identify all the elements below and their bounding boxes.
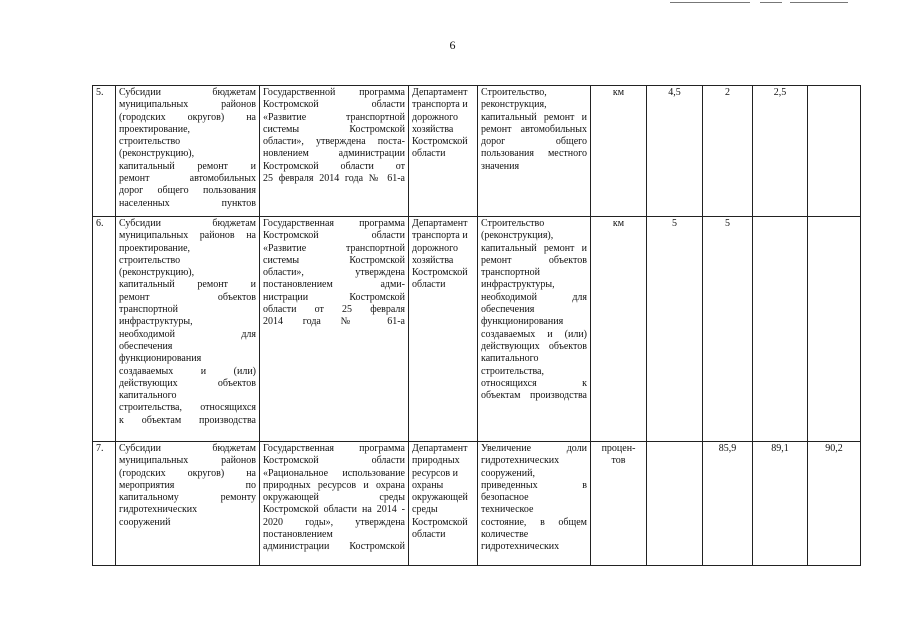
text-line: процен- [601,443,636,454]
text-line: капитального [481,353,539,365]
row-number: 7. [93,442,116,566]
text-line: пользования местного [481,148,587,160]
text-line: Государственная программа [263,218,405,229]
text-line: обеспечения [481,304,535,316]
text-line: км [612,218,625,229]
text-line: среды [412,504,438,516]
text-line: км [612,87,625,98]
page-number: 6 [449,38,456,52]
text-line: капитального [119,390,177,402]
text-line: окружающей среды [263,492,405,504]
text-line: гидротехнических [119,504,198,516]
measure-cell [116,442,260,566]
text-line: сооружений [119,516,171,528]
text-line: техническое [481,504,534,516]
text-line: системы Костромской [263,254,405,266]
text-line: области [412,529,446,541]
text-line: мероприятия по [119,479,256,491]
text-line: капитальному ремонту [119,492,256,504]
text-line: строительства, [481,365,544,377]
text-line: природных ресурсов и охрана [263,479,405,491]
executor-cell [409,86,478,217]
row-number: 5. [93,86,116,217]
text-line: охраны [412,479,444,491]
text-line: постановлением адми- [263,279,405,291]
text-line: Департамент [412,87,468,98]
text-line: хозяйства [412,254,454,266]
program-cell [260,217,409,442]
text-line: транспорта и [412,230,468,242]
text-line: капитальный ремонт и [119,160,256,172]
text-line: функционирования [481,316,564,328]
text-line: (реконструкцию), [119,148,195,160]
value-cell: 4,5 [647,86,703,217]
text-line: строительство [119,136,181,148]
executor-cell [409,217,478,442]
measures-table [92,85,861,566]
text-line: Департамент [412,218,468,229]
unit-cell [591,217,647,442]
indicator-cell [478,442,591,566]
text-line: хозяйства [412,123,454,135]
text-line: значения [481,160,520,172]
text-line: ремонт объектов [119,291,256,303]
text-line: транспортной [119,304,179,316]
text-line: системы Костромской [263,123,405,135]
indicator-cell [478,217,591,442]
text-line: реконструкция, [481,99,547,111]
value-cell [808,86,861,217]
text-line: приведенных в [481,479,587,491]
text-line: функционирования [119,353,202,365]
text-line: ремонт объектов [481,254,587,266]
text-line: инфраструктуры, [119,316,193,328]
text-line: действующих объектов [119,377,256,389]
text-line: (реконструкция), [481,230,554,242]
text-line: капитальный ремонт и [119,279,256,291]
text-line: области», утверждена [263,267,405,279]
text-line: капитальный ремонт и [481,111,587,123]
text-line: Увеличение доли [481,443,587,454]
text-line: муниципальных районов [119,455,256,467]
text-line: окружающей [412,492,468,504]
text-line: новлением администрации [263,148,405,160]
text-line: «Рациональное использование [263,467,405,479]
unit-cell [591,442,647,566]
value-cell [753,217,808,442]
text-line: 2014 года № 61-а [263,316,405,328]
text-line: «Развитие транспортной [263,111,405,123]
text-line: Костромской [412,267,468,279]
text-line: 2020 годы», утверждена [263,516,405,528]
scan-artifact-line [670,2,750,3]
text-line: строительство [119,254,181,266]
text-line: транспорта и [412,99,468,111]
text-line: Субсидии бюджетам [119,87,256,98]
text-line: Костромской области на 2014 - [263,504,405,516]
row-number: 6. [93,217,116,442]
measure-cell [116,86,260,217]
text-line: обеспечения [119,340,173,352]
text-line: ресурсов и [412,467,459,479]
text-line: проектирование, [119,242,191,254]
value-cell: 90,2 [808,442,861,566]
value-cell: 5 [703,217,753,442]
text-line: капитальный ремонт и [481,242,587,254]
unit-cell [591,86,647,217]
program-cell [260,86,409,217]
text-line: ремонт автомобильных [119,173,256,185]
text-line: области», утверждена поста- [263,136,405,148]
text-line: дорожного [412,242,458,254]
text-line: природных [412,455,460,467]
text-line: сооружений, [481,467,535,479]
text-line: «Развитие транспортной [263,242,405,254]
text-line: тов [611,455,626,467]
text-line: количестве [481,529,529,541]
text-line: дорожного [412,111,458,123]
scan-artifact-line [790,2,848,3]
text-line: Государственная программа [263,443,405,454]
text-line: объектам производства [481,390,587,402]
text-line: Субсидии бюджетам [119,443,256,454]
text-line: гидротехнических [481,455,560,467]
text-line: действующих объектов [481,340,587,352]
text-line: гидротехнических [481,541,560,553]
text-line: необходимой для [481,291,587,303]
measure-cell [116,217,260,442]
value-cell [647,442,703,566]
text-line: Костромской области [263,99,405,111]
text-line: инфраструктуры, [481,279,555,291]
text-line: Костромской [412,136,468,148]
text-line: постановлением [263,529,333,541]
text-line: безопасное [481,492,529,504]
text-line: (городских округов) на [119,467,256,479]
text-line: (реконструкцию), [119,267,195,279]
text-line: к объектам производства [119,414,256,426]
text-line: транспортной [481,267,541,279]
text-line: Костромской [412,516,468,528]
text-line: области [412,148,446,160]
text-line: Субсидии бюджетам [119,218,256,229]
indicator-cell [478,86,591,217]
text-line: ремонт автомобильных [481,123,587,135]
table-row [93,442,861,566]
text-line: населенных пунктов [119,197,256,209]
text-line: Костромской области [263,455,405,467]
table-row [93,86,861,217]
table-row [93,217,861,442]
text-line: создаваемых и (или) [481,328,587,340]
text-line: проектирование, [119,123,191,135]
text-line: необходимой для [119,328,256,340]
value-cell: 85,9 [703,442,753,566]
text-line: создаваемых и (или) [119,365,256,377]
value-cell: 89,1 [753,442,808,566]
text-line: муниципальных районов на [119,230,256,242]
text-line: области [412,279,446,291]
text-line: дорог общего пользования [119,185,256,197]
value-cell: 2 [703,86,753,217]
text-line: муниципальных районов [119,99,256,111]
text-line: относящихся к [481,377,587,389]
text-line: Костромской области от [263,160,405,172]
text-line: администрации Костромской [263,541,405,553]
value-cell: 2,5 [753,86,808,217]
text-line: (городских округов) на [119,111,256,123]
executor-cell [409,442,478,566]
text-line: Департамент [412,443,468,454]
text-line: Строительство [481,218,545,229]
text-line: Строительство, [481,87,547,98]
text-line: 25 февраля 2014 года № 61-а [263,173,405,185]
text-line: нистрации Костромской [263,291,405,303]
value-cell [808,217,861,442]
program-cell [260,442,409,566]
text-line: Государственной программа [263,87,405,98]
text-line: Костромской области [263,230,405,242]
text-line: области от 25 февраля [263,304,405,316]
value-cell: 5 [647,217,703,442]
scan-artifact-line [760,2,782,3]
text-line: состояние, в общем [481,516,587,528]
text-line: дорог общего [481,136,587,148]
text-line: строительства, относящихся [119,402,256,414]
